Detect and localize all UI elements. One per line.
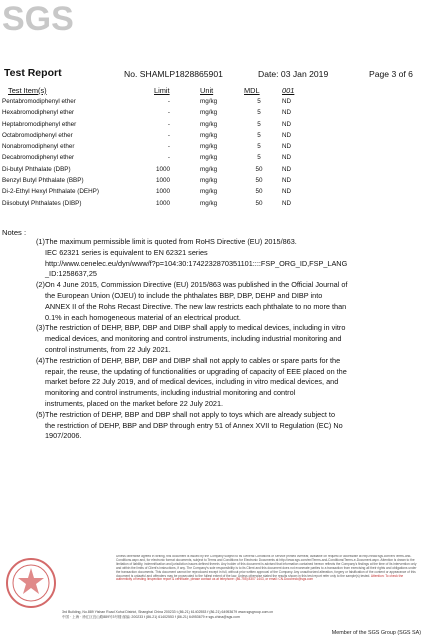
sgs-membership: Member of the SGS Group (SGS SA) xyxy=(331,630,421,636)
sgs-logo xyxy=(2,0,88,34)
table-row: Octabromodiphenyl ether - mg/kg 5 ND xyxy=(2,131,292,139)
note-item: (4) The restriction of DEHP, BBP, DBP and DIBP shall not apply to cables or spare parts for the repair, the reuse, the updating of functionalities or upgrading of capacity of EEE placed on the market before 22 July 2019, and of medical devices, including in vitro medical devices, and monitoring and control instruments, including industrial monitoring and control instruments, placed on the market before 22 July 2021. xyxy=(36,355,347,408)
table-row: Di-2-Ethyl Hexyl Phthalate (DEHP) 1000 mg/kg 50 ND xyxy=(2,188,292,196)
inspection-seal-icon xyxy=(4,556,58,610)
table-row: Pentabromodiphenyl ether - mg/kg 5 ND xyxy=(2,98,292,105)
table-row: Nonabromodiphenyl ether - mg/kg 5 ND xyxy=(2,143,292,151)
table-row: Hexabromodiphenyl ether - mg/kg 5 ND xyxy=(2,109,292,117)
notes-list xyxy=(36,237,414,442)
table-row: Di-butyl Phthalate (DBP) 1000 mg/kg 50 ND xyxy=(2,165,292,173)
report-date: Date: 03 Jan 2019 xyxy=(258,69,329,79)
table-row: Heptabromodiphenyl ether - mg/kg 5 ND xyxy=(2,120,292,128)
table-row: Decabromodiphenyl ether - mg/kg 5 ND xyxy=(2,154,292,162)
col-header-test-items: Test Item(s) xyxy=(8,86,47,95)
cenelec-link[interactable]: http://www.cenelec.eu/dyn/www/f?p=104:30:1742232870351101::::FSP_ORG_ID,FSP_LANG xyxy=(45,258,348,268)
footer-address: 3rd Building, No.889 Yishan Road Xuhui District, Shanghai China 200233 t (86-21) 61402553 f (86-21) 64953679 www.sgsgroup.com.cn 中国 · 上海 · 徐汇区宜山路889号3号楼 邮编: 200233 t (86-21) 61402553 f (86-21) 64953679 e sgs.china@sgs.com xyxy=(62,610,274,619)
table-row: Diisobutyl Phthalates (DIBP) 1000 mg/kg 50 ND xyxy=(2,199,292,207)
note-item: (5) The restriction of DEHP, BBP and DBP shall not apply to toys which are already subject to the restriction of DEHP, BBP and DBP through entry 51 of Annex XVII to Regulation (EC) No 1907/2006. xyxy=(36,409,343,441)
report-number: No. SHAMLP1828865901 xyxy=(124,69,223,79)
note-item: (2) On 4 June 2015, Commission Directive (EU) 2015/863 was published in the Official Journal of the European Union (OJEU) to include the phthalates BBP, DBP, DEHP and DIBP into ANNEX II of the Rohs Recast Directive. The new law restricts each phthalate to no more than 0.1% in each homogeneous material of an electrical product. xyxy=(36,280,348,322)
report-header xyxy=(0,68,429,82)
col-header-limit: Limit xyxy=(154,86,170,95)
col-header-mdl: MDL xyxy=(244,86,260,95)
logo-text: SGS xyxy=(2,0,74,34)
page-number: Page 3 of 6 xyxy=(369,69,413,79)
notes-label: Notes : xyxy=(2,228,27,237)
results-table xyxy=(0,98,429,211)
footer-disclaimer: Unless otherwise agreed in writing, this document is issued by the Company subject to its General Conditions of Service printed overleaf, available on request or accessible at http://www.sgs.com/en/Terms-and-Conditions.aspx and, for electronic format documents, subject to Terms and Conditions for Electronic Documents at http://www.sgs.com/en/Terms-and-Conditions/Terms-e-Document.aspx. Attention is drawn to the limitation of liability, indemnification and jurisdiction issues defined therein. Any holder of this document is advised that information contained hereon reflects the Company's findings at the time of its intervention only and within the limits of Client's instructions, if any. The Company's sole responsibility is to its Client and this document does not exonerate parties to a transaction from exercising all their rights and obligations under the transaction documents. This document cannot be reproduced except in full, without prior written approval of the Company. Any unauthorized alteration, forgery or falsification of the content or appearance of this document is unlawful and offenders may be prosecuted to the fullest extent of the law. Unless otherwise stated the results shown in this test report refer only to the sample(s) tested. Attention: To check the authenticity of testing /inspection report & certificate, please contact us at telephone: (86-755) 8307 1443, or email: CN.Doccheck@sgs.com xyxy=(116,555,417,582)
col-header-sample-001: 001 xyxy=(282,86,295,95)
authenticity-warning: Attention: To check the authenticity of testing /inspection report & certificate, please contact us at telephone: (86-755) 8307 1443, or email: CN.Doccheck@sgs.com xyxy=(116,573,404,582)
note-item: (1) The maximum permissible limit is quoted from RoHS Directive (EU) 2015/863. IEC 62321 series is equivalent to EN 62321 series http://www.cenelec.eu/dyn/www/f?p=104:30:1742232870351101::::FSP_ORG_ID,FSP_LANG _ID:1258637,25 xyxy=(36,237,414,280)
col-header-unit: Unit xyxy=(200,86,214,95)
note-item: (3) The restriction of DEHP, BBP, DBP and DIBP shall apply to medical devices, including in vitro medical devices, and monitoring and control instruments, including industrial monitoring and control instruments, from 22 July 2021. xyxy=(36,323,346,354)
table-row: Benzyl Butyl Phthalate (BBP) 1000 mg/kg 50 ND xyxy=(2,177,292,185)
report-title: Test Report xyxy=(4,67,62,79)
